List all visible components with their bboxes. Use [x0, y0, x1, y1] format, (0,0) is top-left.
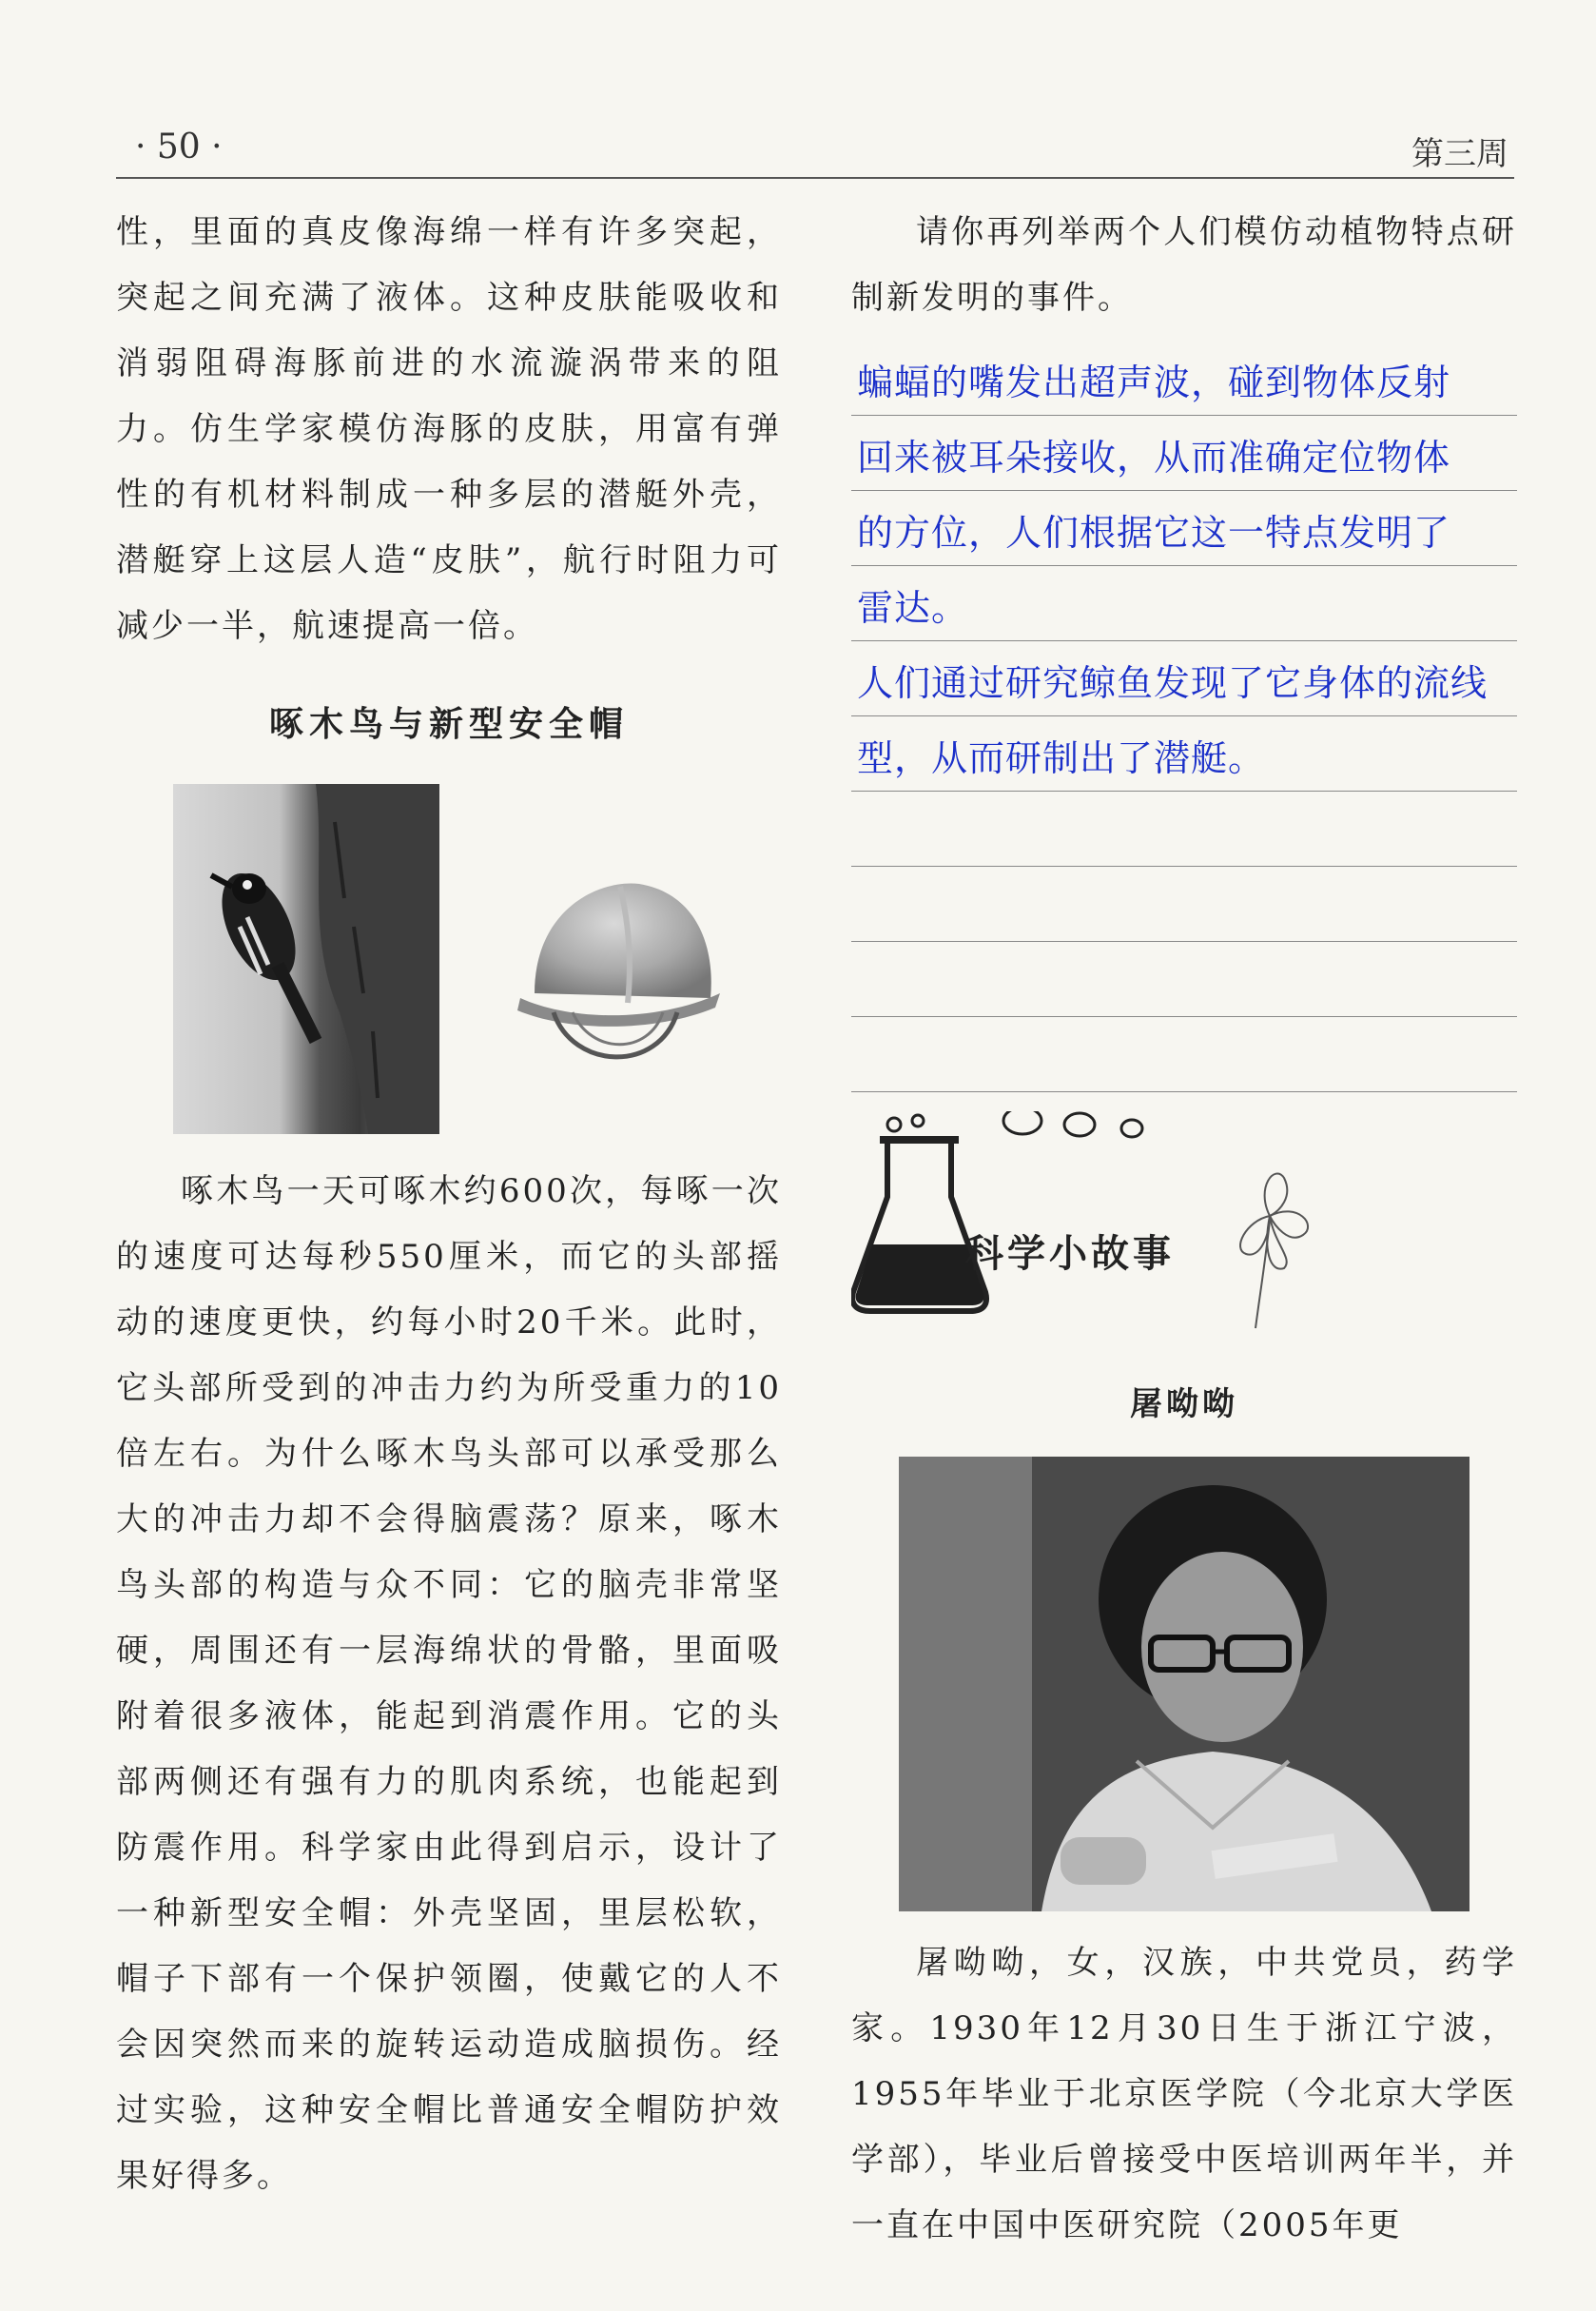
science-story-banner	[851, 1111, 1517, 1340]
left-column	[116, 200, 782, 2209]
answer-line[interactable]	[851, 341, 1517, 416]
image-row	[116, 784, 782, 1146]
page-header	[116, 122, 1514, 179]
answer-text: 人们通过研究鲸鱼发现了它身体的流线	[857, 662, 1489, 704]
week-label: 第三周	[1411, 135, 1508, 173]
flask-icon	[851, 1111, 1517, 1340]
answer-line[interactable]	[851, 566, 1517, 641]
flower-icon	[1217, 1159, 1322, 1330]
answer-line[interactable]	[851, 792, 1517, 867]
answer-text: 回来被耳朵接收，从而准确定位物体	[857, 437, 1451, 479]
person-name: 屠呦呦	[1130, 1385, 1238, 1423]
section-title: 啄木鸟与新型安全帽	[268, 704, 629, 744]
right-column	[851, 200, 1517, 2259]
woodpecker-paragraph: 啄木鸟一天可啄木约600次，每啄一次的速度可达每秒550厘米，而它的头部摇动的速度更快，约每小时20千米。此时，它头部所受到的冲击力约为所受重力的10倍左右。为什么啄木鸟头部可以承受那么大的冲击力却不会得脑震荡？原来，啄木鸟头部的构造与众不同：它的脑壳非常坚硬，周围还有一层海绵状的骨骼，里面吸附着很多液体，能起到消震作用。它的头部两侧还有强有力的肌肉系统，也能起到防震作用。科学家由此得到启示，设计了一种新型安全帽：外壳坚固，里层松软，帽子下部有一个保护领圈，使戴它的人不会因突然而来的旋转运动造成脑损伤。经过实验，这种安全帽比普通安全帽防护效果好得多。	[116, 1172, 782, 2195]
answer-text: 型，从而研制出了潜艇。	[857, 737, 1266, 779]
answer-line[interactable]	[851, 716, 1517, 792]
portrait-icon	[899, 1457, 1469, 1911]
answer-line[interactable]	[851, 942, 1517, 1017]
answer-line[interactable]	[851, 491, 1517, 566]
science-story-title: 科学小故事	[965, 1232, 1175, 1276]
helmet-photo	[516, 870, 725, 1098]
answer-line[interactable]	[851, 416, 1517, 491]
answer-line[interactable]	[851, 867, 1517, 942]
answer-line[interactable]	[851, 1017, 1517, 1092]
dolphin-paragraph: 性，里面的真皮像海绵一样有许多突起，突起之间充满了液体。这种皮肤能吸收和消弱阻碍海豚前进的水流漩涡带来的阻力。仿生学家模仿海豚的皮肤，用富有弹性的有机材料制成一种多层的潜艇外壳，潜艇穿上这层人造“皮肤”，航行时阻力可减少一半，航速提高一倍。	[116, 213, 782, 645]
bio-paragraph: 屠呦呦，女，汉族，中共党员，药学家。1930年12月30日生于浙江宁波，1955年毕业于北京医学院（今北京大学医学部），毕业后曾接受中医培训两年半，并一直在中国中医研究院（2005年更	[851, 1944, 1517, 2244]
answer-line[interactable]	[851, 641, 1517, 716]
woodpecker-icon	[173, 784, 439, 1134]
portrait-photo	[899, 1457, 1469, 1911]
page-number: · 50 ·	[135, 127, 223, 166]
answer-text: 蝙蝠的嘴发出超声波，碰到物体反射	[857, 362, 1451, 403]
answer-text: 雷达。	[857, 587, 969, 629]
helmet-icon	[516, 870, 725, 1098]
answer-block	[851, 341, 1517, 1092]
woodpecker-photo	[173, 784, 439, 1134]
answer-text: 的方位，人们根据它这一特点发明了	[857, 512, 1451, 554]
question-text: 请你再列举两个人们模仿动植物特点研制新发明的事件。	[851, 213, 1517, 317]
